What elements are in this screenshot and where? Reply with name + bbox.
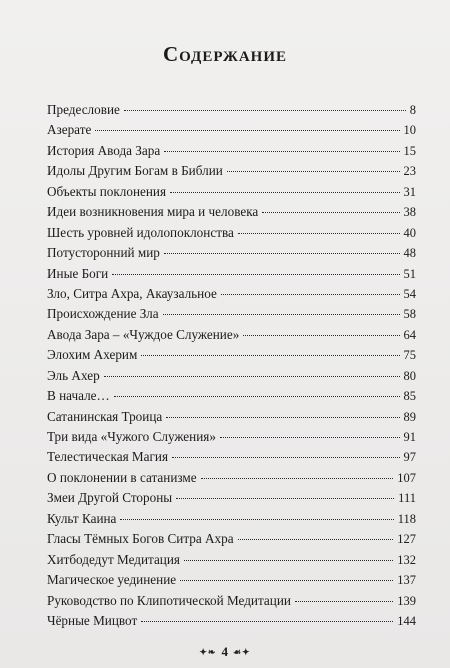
toc-entry — [47, 264, 416, 284]
toc-entry-page: 40 — [403, 225, 416, 240]
toc-entry-page: 31 — [403, 184, 416, 199]
toc-entry-page: 97 — [403, 450, 416, 465]
toc-entry-title: Азерате — [47, 122, 92, 138]
toc-entry — [47, 141, 416, 161]
toc-entry-title: О поклонении в сатанизме — [47, 469, 197, 485]
toc-entry-page: 107 — [397, 470, 416, 485]
toc-entry — [47, 407, 416, 427]
toc-entry-page: 23 — [403, 164, 416, 179]
toc-leader-dots — [176, 497, 394, 499]
toc-entry — [47, 243, 416, 263]
toc-leader-dots — [170, 191, 399, 193]
toc-entry — [47, 182, 416, 202]
toc-entry-title: Телестическая Магия — [47, 449, 169, 465]
toc-entry-title: Иные Боги — [47, 265, 109, 281]
toc-entry-page: 85 — [403, 389, 416, 404]
toc-entry-title: История Авода Зара — [47, 142, 161, 158]
toc-leader-dots — [124, 109, 406, 111]
toc-entry-title: Эль Ахер — [47, 367, 100, 383]
toc-entry — [47, 366, 416, 386]
toc-leader-dots — [114, 395, 400, 397]
toc-entry-title: Гласы Тёмных Богов Ситра Ахра — [47, 531, 234, 547]
toc-entry — [47, 529, 416, 549]
toc-entry-title: Идеи возникновения мира и человека — [47, 204, 259, 220]
toc-entry-page: 10 — [403, 123, 416, 138]
toc-entry-title: В начале… — [47, 388, 110, 404]
toc-entry — [47, 591, 416, 611]
toc-entry-page: 38 — [403, 205, 416, 220]
toc-entry — [47, 202, 416, 222]
toc-entry — [47, 447, 416, 467]
toc-entry-page: 8 — [409, 103, 416, 117]
toc-entry-title: Чёрные Мицвот — [47, 612, 138, 628]
toc-entry-title: Шесть уровней идолопоклонства — [47, 224, 234, 240]
toc-entry — [47, 509, 416, 529]
toc-entry-title: Происхождение Зла — [47, 306, 159, 322]
toc-entry-title: Объекты поклонения — [47, 183, 167, 199]
toc-entry-page: 139 — [397, 593, 416, 608]
toc-entry-page: 75 — [403, 348, 416, 363]
toc-entry-page: 111 — [398, 491, 416, 506]
toc-entry-title: Культ Каина — [47, 510, 117, 526]
toc-entry-title: Хитбодедут Медитация — [47, 551, 180, 567]
toc-entry — [47, 304, 416, 324]
toc-entry-page: 54 — [403, 286, 416, 301]
toc-leader-dots — [201, 477, 394, 479]
toc-leader-dots — [295, 600, 393, 602]
toc-entry — [47, 427, 416, 447]
toc-entry-title: Предесловие — [47, 102, 120, 117]
toc-entry-page: 118 — [397, 511, 416, 526]
table-of-contents — [47, 100, 416, 631]
toc-entry-title: Элохим Ахерим — [47, 347, 138, 363]
toc-entry — [47, 488, 416, 508]
toc-entry — [47, 325, 416, 345]
toc-entry — [47, 223, 416, 243]
toc-leader-dots — [163, 313, 400, 315]
toc-entry — [47, 570, 416, 590]
toc-leader-dots — [221, 293, 400, 295]
toc-entry-page: 51 — [403, 266, 416, 281]
toc-entry-title: Руководство по Клипотической Медитации — [47, 592, 291, 608]
toc-entry-page: 15 — [403, 143, 416, 158]
toc-entry-page: 144 — [397, 613, 416, 628]
toc-leader-dots — [238, 538, 394, 540]
toc-entry-page: 89 — [403, 409, 416, 424]
toc-leader-dots — [104, 375, 400, 377]
left-ornament-icon: ✦❧ — [199, 646, 217, 657]
toc-entry — [47, 550, 416, 570]
toc-leader-dots — [172, 456, 399, 458]
toc-entry — [47, 345, 416, 365]
toc-entry-page: 48 — [403, 246, 416, 261]
toc-entry-page: 58 — [403, 307, 416, 322]
toc-entry — [47, 100, 416, 120]
toc-leader-dots — [112, 273, 399, 275]
toc-entry-title: Сатанинская Троица — [47, 408, 163, 424]
page-number: 4 — [221, 644, 228, 659]
toc-entry-title: Три вида «Чужого Служения» — [47, 429, 216, 444]
toc-entry-title: Авода Зара – «Чуждое Служение» — [47, 326, 240, 342]
toc-entry-title: Потусторонний мир — [47, 245, 160, 261]
toc-entry — [47, 386, 416, 406]
toc-entry — [47, 284, 416, 304]
right-ornament-icon: ☙✦ — [232, 646, 251, 657]
toc-entry-page: 132 — [397, 552, 416, 567]
toc-entry-page: 64 — [403, 327, 416, 342]
toc-leader-dots — [238, 232, 400, 234]
page-title: Содержание — [162, 42, 288, 66]
toc-entry-title: Магическое уединение — [47, 572, 177, 588]
page-footer — [0, 644, 450, 660]
toc-leader-dots — [180, 579, 393, 581]
toc-entry-page: 80 — [403, 368, 416, 383]
toc-entry-title: Идолы Другим Богам в Библии — [47, 163, 223, 179]
toc-entry-title: Зло, Ситра Ахра, Акаузальное — [47, 285, 217, 301]
toc-leader-dots — [120, 518, 393, 520]
toc-leader-dots — [164, 150, 399, 152]
toc-entry — [47, 611, 416, 631]
toc-leader-dots — [141, 620, 393, 622]
toc-entry-title: Змеи Другой Стороны — [47, 490, 173, 506]
toc-leader-dots — [184, 559, 393, 561]
toc-leader-dots — [220, 436, 400, 438]
toc-leader-dots — [95, 129, 399, 131]
toc-leader-dots — [166, 416, 399, 418]
toc-leader-dots — [141, 354, 399, 356]
toc-leader-dots — [164, 252, 400, 254]
toc-entry-page: 91 — [403, 430, 416, 444]
toc-leader-dots — [243, 334, 399, 336]
toc-entry — [47, 161, 416, 181]
toc-leader-dots — [227, 170, 400, 172]
toc-entry-page: 137 — [397, 573, 416, 588]
toc-entry — [47, 468, 416, 488]
toc-entry-page: 127 — [397, 532, 416, 547]
toc-leader-dots — [262, 211, 399, 213]
toc-entry — [47, 120, 416, 140]
